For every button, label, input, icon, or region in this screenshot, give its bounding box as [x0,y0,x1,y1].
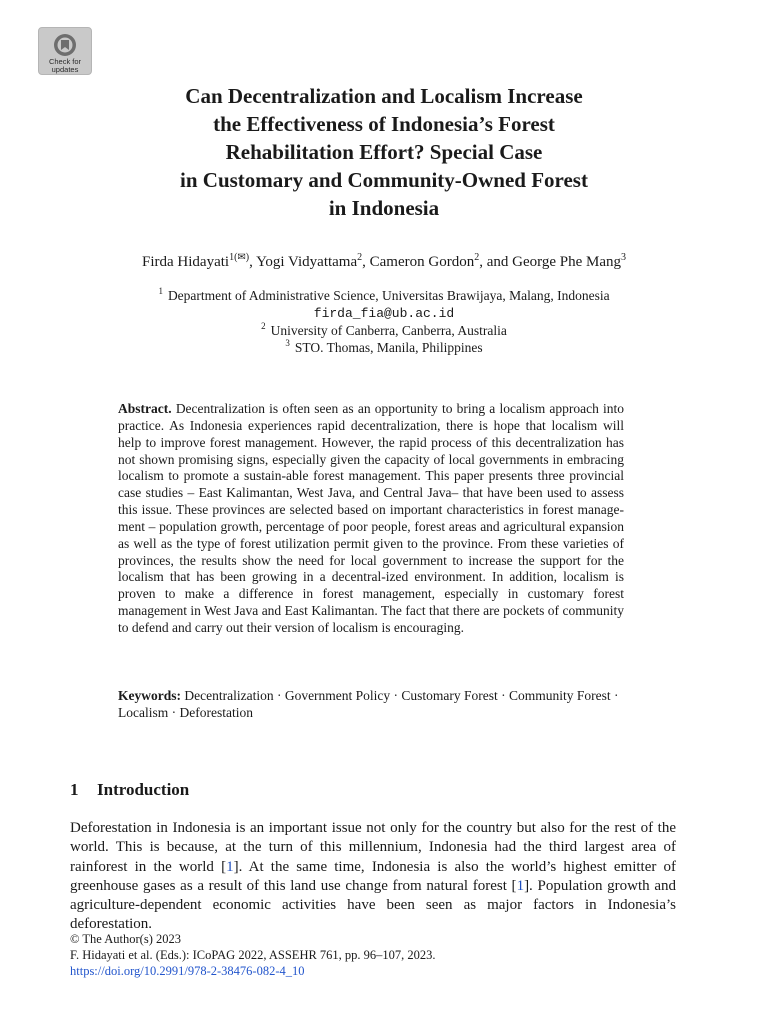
author-list [40,252,728,272]
check-for-updates-icon [52,32,78,58]
page-footer [70,931,690,979]
title-line: in Customary and Community-Owned Forest [180,168,588,192]
intro-text: ]. Population growth and agriculture-dependent economic activities have been seen as major factors in Indonesia’s deforestation. [70,877,677,933]
affiliation-number: 1 [158,286,163,296]
abstract-text: Decentralization is often seen as an opportunity to bring a localism approach into practice. As Indonesia experiences rapid decentralization, there is hope that localism will help to improve forest management. However, the rapid process of this decentralization has not shown promising signs, especially given the capacity of local governments in embracing localism to promote a sustain-able forest management. This paper presents three provincial case studies – East Kalimantan, West Java, and Central Java– that have been used to assess this issue. These provinces are selected based on important characteristics in forest manage-ment – population growth, percentage of poor people, forest areas and agricultural expansion as well as the type of forest utilization permit given to the province. From these varieties of provinces, the results show the need for local government to increase the support for the localism that has been growing in a decentral-ized environment. In addition, localism is proven to make a difference in forest management, especially in customary forest management in West Java and East Kalimantan. The fact that there are pockets of community to defend and carry out their version of localism is encouraging. [118,401,625,635]
citation-line: F. Hidayati et al. (Eds.): ICoPAG 2022, ASSEHR 761, pp. 96–107, 2023. [70,948,436,962]
title-line: Rehabilitation Effort? Special Case [225,140,543,164]
paper-title [60,82,708,222]
author-affiliation-mark: 3 [621,252,626,263]
affiliation-text: STO. Thomas, Manila, Philippines [294,340,483,355]
affiliation-number: 2 [261,321,266,331]
check-for-updates-badge[interactable] [38,27,92,75]
author-name: Firda Hidayati [142,254,230,270]
affiliation-1 [60,287,708,304]
title-line: the Effectiveness of Indonesia’s Forest [213,112,555,136]
title-line: in Indonesia [328,196,440,220]
abstract-label: Abstract. [118,401,172,416]
author-name: Yogi Vidyattama [256,254,358,270]
section-heading [70,779,189,801]
author-separator: , and [479,254,513,270]
badge-line-1: Check for [48,57,82,66]
affiliation-2 [60,322,708,339]
intro-text: ]. At the same time, Indonesia is also the world’s highest emitter of greenhouse gases as a result of this land use change from natural forest [ [70,858,676,894]
affiliation-number: 3 [285,338,290,348]
citation-link[interactable]: 1 [516,877,525,894]
badge-line-2: updates [51,65,79,74]
corresponding-email[interactable] [60,304,708,322]
doi-link[interactable]: https://doi.org/10.2991/978-2-38476-082-4_10 [70,964,305,978]
intro-text: Deforestation in Indonesia is an important issue not only for the country but also for the rest of the world. This is because, at the turn of this millennium, Indonesia had the third largest area of rainforest in the world [ [70,820,676,875]
author-name: George Phe Mang [512,254,621,270]
affiliation-3 [60,339,708,356]
section-title: Introduction [97,780,190,800]
title-line: Can Decentralization and Localism Increase [185,84,583,108]
author-affiliation-mark: 2 [474,252,480,263]
intro-paragraph [70,819,676,935]
section-number: 1 [70,780,79,800]
keywords [118,687,624,721]
affiliation-text: University of Canberra, Canberra, Australia [270,323,507,338]
author-affiliation-mark: 2 [357,252,363,263]
author-separator: , [362,254,370,270]
keywords-label: Keywords: [118,688,181,703]
author-name: Cameron Gordon [369,254,475,270]
citation-link[interactable]: 1 [226,858,234,875]
copyright-line: © The Author(s) 2023 [70,932,181,946]
keywords-text: Decentralization · Government Policy · Customary Forest · Community Forest · Localism · Deforestation [118,688,619,720]
affiliation-text: Department of Administrative Science, Universitas Brawijaya, Malang, Indonesia [167,288,610,303]
abstract [118,401,624,637]
author-affiliation-mark[interactable]: 1(✉) [229,252,250,263]
email-address[interactable]: firda_fia@ub.ac.id [313,306,455,321]
author-separator: , [249,254,257,270]
affiliations [60,287,708,356]
